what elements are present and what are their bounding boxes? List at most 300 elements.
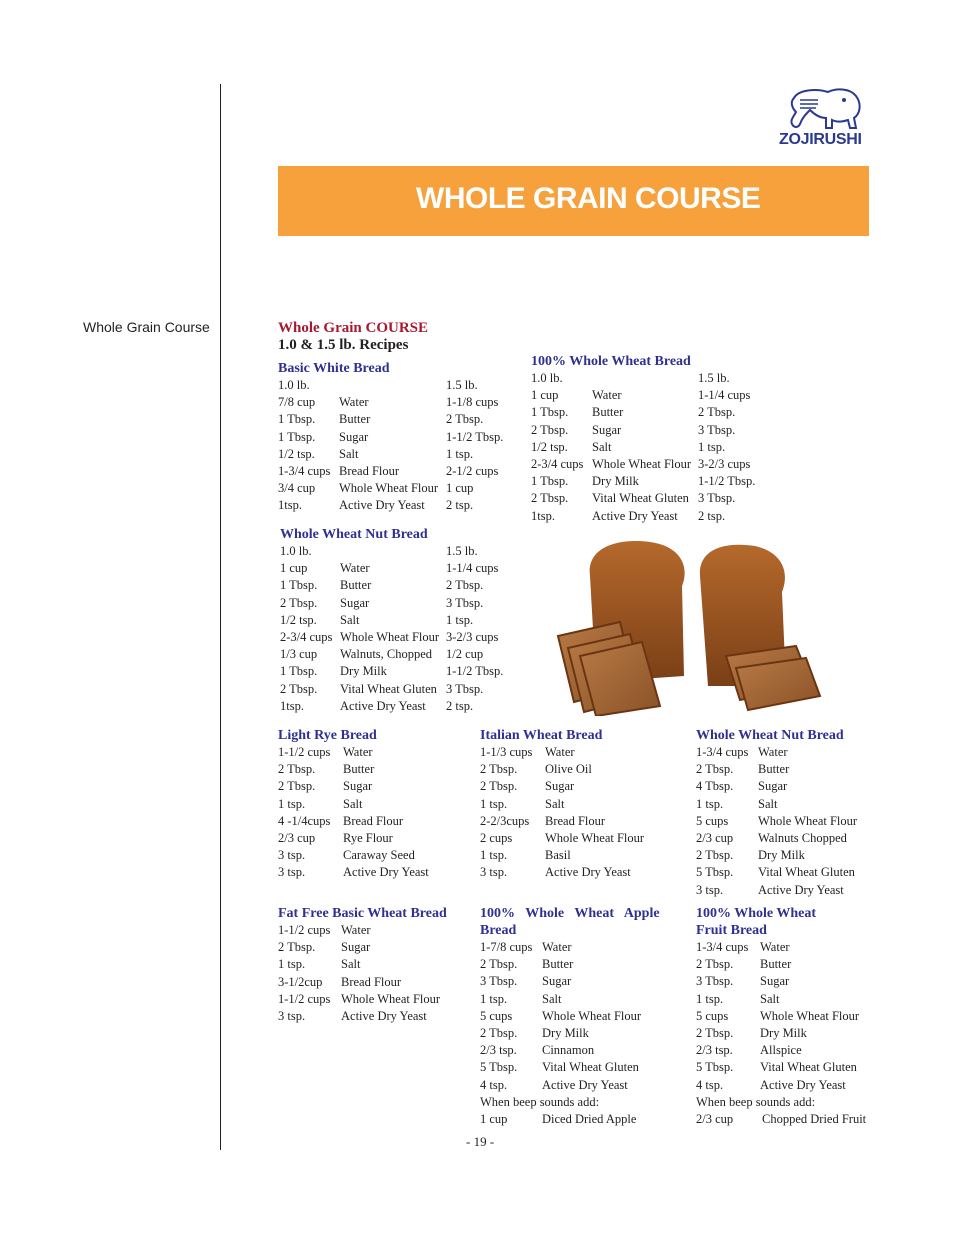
- ingredient-name: Dry Milk: [760, 1026, 807, 1041]
- ingredient-amount: 1 tsp.: [480, 991, 508, 1006]
- ingredient-list: [531, 370, 768, 525]
- ingredient-name: Olive Oil: [545, 762, 592, 777]
- ingredient-amount-large: 3 Tbsp.: [698, 422, 736, 437]
- ingredient-name: Caraway Seed: [343, 848, 415, 863]
- ingredient-name: Allspice: [760, 1043, 802, 1058]
- ingredient-amount: 1 Tbsp.: [278, 429, 316, 444]
- ingredient-row: [531, 404, 768, 421]
- ingredient-amount: 2-3/4 cups: [531, 457, 584, 472]
- ingredient-amount: 1 cup: [280, 561, 308, 576]
- ingredient-name: Bread Flour: [339, 464, 400, 479]
- ingredient-row: [278, 446, 516, 463]
- ingredient-name: Water: [542, 940, 572, 954]
- ingredient-amount: 1tsp.: [531, 508, 555, 523]
- recipe-title: Fat Free Basic Wheat Bread: [278, 906, 447, 921]
- ingredient-name: Salt: [592, 439, 612, 454]
- ingredient-amount: 2/3 tsp.: [480, 1043, 517, 1058]
- ingredient-name: Water: [592, 388, 622, 403]
- ingredient-amount: 1.0 lb.: [531, 371, 563, 385]
- ingredient-name: Water: [545, 745, 575, 759]
- ingredient-amount: 1/2 tsp.: [531, 439, 568, 454]
- ingredient-row: [280, 663, 516, 680]
- ingredient-row: [278, 974, 456, 991]
- ingredient-row: [696, 1042, 872, 1059]
- ingredient-amount-large: 1 tsp.: [446, 446, 474, 461]
- ingredient-amount-large: 1-1/8 cups: [446, 395, 499, 410]
- ingredient-amount: 4 tsp.: [696, 1077, 724, 1092]
- ingredient-row: [278, 394, 516, 411]
- ingredient-name: Active Dry Yeast: [545, 865, 631, 880]
- ingredient-row: [278, 761, 453, 778]
- ingredient-name: Whole Wheat Flour: [339, 481, 439, 496]
- ingredient-amount: 1-3/4 cups: [696, 940, 749, 954]
- ingredient-amount-large: 1-1/2 Tbsp.: [698, 474, 756, 489]
- ingredient-row: [480, 1042, 662, 1059]
- ingredient-row: [278, 939, 456, 956]
- ingredient-amount: 2 Tbsp.: [278, 762, 316, 777]
- beep-ingredient: [480, 1111, 662, 1128]
- ingredient-amount-large: 1-1/2 Tbsp.: [446, 664, 504, 679]
- recipe-title: 100% Whole Wheat: [696, 906, 817, 921]
- ingredient-amount: 3 tsp.: [278, 848, 306, 863]
- ingredient-name: Sugar: [339, 429, 369, 444]
- ingredient-row: [278, 813, 453, 830]
- ingredient-amount-large: 3 Tbsp.: [446, 681, 484, 696]
- ingredient-name: Active Dry Yeast: [341, 1009, 427, 1024]
- ingredient-row: [480, 1059, 662, 1076]
- ingredient-name: Bread Flour: [341, 974, 402, 989]
- ingredient-amount: 1 Tbsp.: [278, 412, 316, 427]
- ingredient-amount: 2/3 cup: [278, 831, 316, 846]
- ingredient-amount-large: 1 tsp.: [698, 439, 726, 454]
- ingredient-amount: 3 tsp.: [480, 865, 508, 880]
- ingredient-amount-large: 1-1/2 Tbsp.: [446, 429, 504, 444]
- course-title: Whole Grain COURSE: [278, 320, 429, 336]
- recipe-whole-wheat-apple-bread: [480, 905, 662, 1128]
- ingredient-name: Whole Wheat Flour: [340, 630, 440, 645]
- ingredient-amount: 1-1/3 cups: [480, 745, 533, 759]
- ingredient-row: [280, 681, 516, 698]
- ingredient-row: [480, 973, 662, 990]
- ingredient-row: [696, 1059, 872, 1076]
- ingredient-amount: 2 Tbsp.: [480, 957, 518, 972]
- ingredient-amount: 3/4 cup: [278, 481, 316, 496]
- ingredient-row: [278, 429, 516, 446]
- ingredient-row: [278, 830, 453, 847]
- ingredient-amount: 1-1/2 cups: [278, 991, 331, 1006]
- ingredient-amount: 1 cup: [480, 1112, 508, 1127]
- ingredient-name: Bread Flour: [343, 813, 404, 828]
- ingredient-name: Active Dry Yeast: [339, 498, 425, 513]
- ingredient-row: [696, 882, 873, 899]
- recipe-whole-wheat-nut-bread: [280, 526, 516, 715]
- ingredient-amount: 2 Tbsp.: [280, 595, 318, 610]
- ingredient-amount-large: 2 Tbsp.: [446, 412, 484, 427]
- ingredient-list: [480, 744, 660, 882]
- ingredient-row: [278, 463, 516, 480]
- ingredient-row: [531, 490, 768, 507]
- ingredient-amount-large: 2 tsp.: [446, 498, 474, 513]
- ingredient-row: [280, 560, 516, 577]
- ingredient-row: [278, 744, 453, 761]
- ingredient-row: [696, 991, 872, 1008]
- ingredient-name: Sugar: [341, 940, 371, 955]
- ingredient-row: [280, 612, 516, 629]
- ingredient-row: [278, 1008, 456, 1025]
- ingredient-row: [480, 847, 660, 864]
- beep-ingredient: [696, 1111, 872, 1128]
- ingredient-name: Sugar: [542, 974, 572, 989]
- recipe-basic-white-bread: [278, 360, 516, 515]
- course-subtitle: 1.0 & 1.5 lb. Recipes: [278, 337, 409, 353]
- ingredient-row: [480, 778, 660, 795]
- ingredient-amount: 5 Tbsp.: [696, 1060, 734, 1075]
- recipe-title: 100% Whole Wheat Apple: [480, 906, 660, 921]
- ingredient-row: [480, 1008, 662, 1025]
- ingredient-row: [531, 439, 768, 456]
- ingredient-row: [480, 864, 660, 881]
- ingredient-amount: 1 tsp.: [480, 848, 508, 863]
- ingredient-name: Active Dry Yeast: [340, 698, 426, 713]
- ingredient-name: Walnuts Chopped: [758, 831, 847, 846]
- ingredient-amount-large: 1-1/4 cups: [698, 388, 751, 403]
- ingredient-name: Salt: [545, 796, 565, 811]
- ingredient-amount: 1/3 cup: [280, 647, 318, 662]
- ingredient-row: [696, 1008, 872, 1025]
- ingredient-name: Salt: [760, 991, 780, 1006]
- ingredient-row: [280, 595, 516, 612]
- ingredient-amount: 3 tsp.: [278, 1009, 306, 1024]
- ingredient-row: [480, 1077, 662, 1094]
- ingredient-name: Water: [760, 940, 790, 954]
- recipe-title: Whole Wheat Nut Bread: [696, 728, 844, 743]
- brand-logo: ZOJIRUSHI: [779, 131, 862, 148]
- ingredient-name: Sugar: [760, 974, 790, 989]
- ingredient-row: [696, 761, 873, 778]
- ingredient-row: [696, 796, 873, 813]
- ingredient-row: [480, 939, 662, 956]
- ingredient-name: Sugar: [592, 422, 622, 437]
- ingredient-amount: 2 Tbsp.: [278, 940, 316, 955]
- ingredient-list: [278, 922, 456, 1025]
- ingredient-amount: 2 cups: [480, 831, 513, 846]
- ingredient-name: Dry Milk: [592, 474, 639, 489]
- recipe-title: Light Rye Bread: [278, 728, 377, 743]
- ingredient-row: [696, 830, 873, 847]
- ingredient-name: Salt: [758, 796, 778, 811]
- ingredient-row: [696, 778, 873, 795]
- ingredient-name: Sugar: [343, 779, 373, 794]
- ingredient-name: Active Dry Yeast: [343, 865, 429, 880]
- recipe-title: Basic White Bread: [278, 361, 390, 376]
- ingredient-amount-large: 2 tsp.: [446, 698, 474, 713]
- ingredient-name: Bread Flour: [545, 813, 606, 828]
- ingredient-row: [480, 1025, 662, 1042]
- ingredient-row: [531, 387, 768, 404]
- ingredient-name: Dry Milk: [758, 848, 805, 863]
- ingredient-name: Dry Milk: [542, 1026, 589, 1041]
- ingredient-row: [278, 411, 516, 428]
- ingredient-amount: 2 Tbsp.: [696, 1026, 734, 1041]
- ingredient-list: [696, 939, 872, 1094]
- ingredient-amount: 1 tsp.: [278, 796, 306, 811]
- ingredient-amount: 5 Tbsp.: [480, 1060, 518, 1075]
- ingredient-name: Vital Wheat Gluten: [758, 865, 855, 880]
- ingredient-amount: 1-1/2 cups: [278, 923, 331, 937]
- ingredient-row: [696, 813, 873, 830]
- ingredient-amount: 1 cup: [531, 388, 559, 403]
- ingredient-row: [696, 973, 872, 990]
- ingredient-amount: 2/3 cup: [696, 1112, 734, 1127]
- ingredient-amount: 2 Tbsp.: [531, 491, 569, 506]
- ingredient-name: Butter: [339, 412, 371, 427]
- ingredient-name: Walnuts, Chopped: [340, 647, 433, 662]
- recipe-title-cont: Bread: [480, 923, 517, 938]
- ingredient-list: [278, 377, 516, 515]
- recipe-fat-free-basic-wheat-bread: [278, 905, 456, 1025]
- ingredient-row: [480, 744, 660, 761]
- ingredient-amount: 5 cups: [696, 1008, 729, 1023]
- ingredient-amount-large: 1-1/4 cups: [446, 561, 499, 576]
- margin-rule: [220, 84, 221, 1150]
- ingredient-amount: 2 Tbsp.: [480, 1026, 518, 1041]
- ingredient-row: [278, 480, 516, 497]
- ingredient-row: [278, 864, 453, 881]
- ingredient-list: [280, 543, 516, 715]
- ingredient-amount-large: 1 tsp.: [446, 612, 474, 627]
- ingredient-name: Butter: [758, 762, 790, 777]
- ingredient-amount: 2 Tbsp.: [696, 762, 734, 777]
- page-number: - 19 -: [466, 1134, 495, 1149]
- ingredient-row: [696, 1111, 872, 1128]
- ingredient-row: [280, 698, 516, 715]
- ingredient-row: [280, 543, 516, 560]
- ingredient-amount: 5 Tbsp.: [696, 865, 734, 880]
- ingredient-row: [278, 847, 453, 864]
- ingredient-name: Vital Wheat Gluten: [340, 681, 437, 696]
- ingredient-name: Butter: [343, 762, 375, 777]
- ingredient-row: [480, 956, 662, 973]
- ingredient-amount: 2-3/4 cups: [280, 630, 333, 645]
- ingredient-name: Active Dry Yeast: [758, 882, 844, 897]
- ingredient-name: Active Dry Yeast: [592, 508, 678, 523]
- ingredient-name: Sugar: [758, 779, 788, 794]
- ingredient-amount-large: 3 Tbsp.: [446, 595, 484, 610]
- ingredient-amount: 4 Tbsp.: [696, 779, 734, 794]
- ingredient-row: [696, 1077, 872, 1094]
- ingredient-name: Salt: [339, 446, 359, 461]
- beep-note: When beep sounds add:: [696, 1094, 816, 1109]
- ingredient-row: [278, 922, 456, 939]
- ingredient-amount: 5 cups: [480, 1008, 513, 1023]
- ingredient-row: [696, 939, 872, 956]
- recipe-title-cont: Fruit Bread: [696, 923, 767, 938]
- ingredient-amount: 2/3 tsp.: [696, 1043, 733, 1058]
- ingredient-amount-large: 2 tsp.: [698, 508, 726, 523]
- ingredient-name: Sugar: [545, 779, 575, 794]
- ingredient-row: [696, 847, 873, 864]
- ingredient-amount: 2 Tbsp.: [480, 762, 518, 777]
- ingredient-amount: 2 Tbsp.: [280, 681, 318, 696]
- ingredient-name: [340, 543, 446, 560]
- ingredient-amount: 4 tsp.: [480, 1077, 508, 1092]
- ingredient-amount: 1-1/2 cups: [278, 745, 331, 759]
- ingredient-amount: 1 Tbsp.: [531, 405, 569, 420]
- ingredient-row: [280, 629, 516, 646]
- ingredient-amount: 1-3/4 cups: [696, 745, 749, 759]
- ingredient-amount: 1/2 tsp.: [278, 446, 315, 461]
- ingredient-amount: 1.0 lb.: [278, 378, 310, 392]
- ingredient-name: Dry Milk: [340, 664, 387, 679]
- ingredient-amount-large: 1.5 lb.: [446, 378, 478, 392]
- ingredient-name: Salt: [343, 796, 363, 811]
- bread-loaves-image: [550, 536, 830, 716]
- ingredient-name: [339, 377, 446, 394]
- ingredient-row: [531, 473, 768, 490]
- ingredient-row: [696, 1025, 872, 1042]
- ingredient-amount: 3 tsp.: [696, 882, 724, 897]
- ingredient-row: [278, 796, 453, 813]
- ingredient-amount-large: 2 Tbsp.: [698, 405, 736, 420]
- ingredient-name: Vital Wheat Gluten: [592, 491, 689, 506]
- ingredient-amount: 2 Tbsp.: [480, 779, 518, 794]
- ingredient-amount-large: 2 Tbsp.: [446, 578, 484, 593]
- recipe-title: Italian Wheat Bread: [480, 728, 603, 743]
- ingredient-amount: 2 Tbsp.: [278, 779, 316, 794]
- ingredient-amount-large: 3-2/3 cups: [698, 457, 751, 472]
- ingredient-row: [531, 370, 768, 387]
- ingredient-amount: 1tsp.: [280, 698, 304, 713]
- ingredient-name: Salt: [341, 957, 361, 972]
- ingredient-row: [480, 1111, 662, 1128]
- ingredient-row: [480, 991, 662, 1008]
- ingredient-name: Butter: [542, 957, 574, 972]
- ingredient-name: Water: [341, 923, 371, 937]
- ingredient-name: Water: [758, 745, 788, 759]
- ingredient-amount: 1 tsp.: [696, 796, 724, 811]
- ingredient-amount: 7/8 cup: [278, 395, 316, 410]
- ingredient-row: [278, 377, 516, 394]
- ingredient-amount: 1 Tbsp.: [280, 664, 318, 679]
- ingredient-amount: 2-2/3cups: [480, 813, 530, 828]
- ingredient-amount: 1.0 lb.: [280, 544, 312, 558]
- ingredient-amount: 2 Tbsp.: [696, 957, 734, 972]
- beep-note: When beep sounds add:: [480, 1094, 600, 1109]
- ingredient-name: Basil: [545, 848, 571, 863]
- ingredient-amount-large: 3-2/3 cups: [446, 630, 499, 645]
- ingredient-name: Active Dry Yeast: [760, 1077, 846, 1092]
- ingredient-amount-large: 2-1/2 cups: [446, 464, 499, 479]
- ingredient-amount: 5 cups: [696, 813, 729, 828]
- ingredient-row: [280, 577, 516, 594]
- ingredient-row: [480, 796, 660, 813]
- ingredient-name: Whole Wheat Flour: [545, 831, 645, 846]
- ingredient-name: Water: [343, 745, 373, 759]
- ingredient-amount-large: 1/2 cup: [446, 647, 484, 662]
- recipe-100-whole-wheat-bread: [531, 353, 768, 525]
- ingredient-name: Water: [339, 395, 369, 410]
- ingredient-row: [531, 508, 768, 525]
- ingredient-name: Diced Dried Apple: [542, 1112, 637, 1127]
- ingredient-name: Butter: [760, 957, 792, 972]
- ingredient-name: Butter: [340, 578, 372, 593]
- ingredient-row: [696, 956, 872, 973]
- ingredient-amount: 2 Tbsp.: [531, 422, 569, 437]
- ingredient-name: Vital Wheat Gluten: [760, 1060, 857, 1075]
- recipe-whole-wheat-nut-bread-2: [696, 727, 873, 899]
- ingredient-name: Salt: [340, 612, 360, 627]
- recipe-whole-wheat-fruit-bread: [696, 905, 872, 1128]
- ingredient-amount: 1/2 tsp.: [280, 612, 317, 627]
- ingredient-list: [278, 744, 453, 882]
- ingredient-name: Rye Flour: [343, 831, 393, 846]
- ingredient-amount: 1tsp.: [278, 498, 302, 513]
- ingredient-row: [278, 778, 453, 795]
- ingredient-name: Whole Wheat Flour: [758, 813, 858, 828]
- ingredient-amount: 1-3/4 cups: [278, 464, 331, 479]
- ingredient-amount-large: 3 Tbsp.: [698, 491, 736, 506]
- ingredient-amount: 3-1/2cup: [278, 974, 323, 989]
- ingredient-list: [696, 744, 873, 899]
- ingredient-name: Whole Wheat Flour: [592, 457, 692, 472]
- ingredient-name: Whole Wheat Flour: [542, 1008, 642, 1023]
- ingredient-list: [480, 939, 662, 1094]
- ingredient-amount: 1 tsp.: [278, 957, 306, 972]
- ingredient-row: [480, 813, 660, 830]
- ingredient-row: [278, 991, 456, 1008]
- ingredient-name: Active Dry Yeast: [542, 1077, 628, 1092]
- ingredient-row: [531, 422, 768, 439]
- ingredient-name: Butter: [592, 405, 624, 420]
- ingredient-name: Chopped Dried Fruit: [762, 1112, 867, 1127]
- ingredient-amount: 1 tsp.: [480, 796, 508, 811]
- ingredient-amount-large: 1.5 lb.: [446, 544, 478, 558]
- ingredient-row: [280, 646, 516, 663]
- ingredient-name: [592, 370, 698, 387]
- recipe-title: 100% Whole Wheat Bread: [531, 354, 691, 369]
- ingredient-amount: 1 tsp.: [696, 991, 724, 1006]
- ingredient-amount: 1 Tbsp.: [280, 578, 318, 593]
- ingredient-row: [696, 744, 873, 761]
- ingredient-row: [278, 956, 456, 973]
- ingredient-amount: 3 Tbsp.: [480, 974, 518, 989]
- ingredient-amount: 3 tsp.: [278, 865, 306, 880]
- section-side-label: Whole Grain Course: [83, 319, 210, 335]
- ingredient-name: Salt: [542, 991, 562, 1006]
- ingredient-amount: 1-7/8 cups: [480, 940, 533, 954]
- recipe-italian-wheat-bread: [480, 727, 660, 882]
- ingredient-amount: 3 Tbsp.: [696, 974, 734, 989]
- ingredient-row: [480, 761, 660, 778]
- ingredient-row: [531, 456, 768, 473]
- ingredient-name: Cinnamon: [542, 1043, 595, 1058]
- ingredient-amount: 2/3 cup: [696, 831, 734, 846]
- ingredient-name: Sugar: [340, 595, 370, 610]
- ingredient-name: Whole Wheat Flour: [760, 1008, 860, 1023]
- ingredient-row: [278, 497, 516, 514]
- ingredient-amount: 1 Tbsp.: [531, 474, 569, 489]
- ingredient-row: [480, 830, 660, 847]
- ingredient-amount-large: 1.5 lb.: [698, 371, 730, 385]
- page-title: WHOLE GRAIN COURSE: [416, 182, 761, 215]
- ingredient-amount-large: 1 cup: [446, 481, 474, 496]
- recipe-title: Whole Wheat Nut Bread: [280, 527, 428, 542]
- ingredient-name: Whole Wheat Flour: [341, 991, 441, 1006]
- ingredient-name: Water: [340, 561, 370, 576]
- title-banner: [278, 166, 869, 236]
- recipe-light-rye-bread: [278, 727, 453, 882]
- ingredient-amount: 4 -1/4cups: [278, 813, 331, 828]
